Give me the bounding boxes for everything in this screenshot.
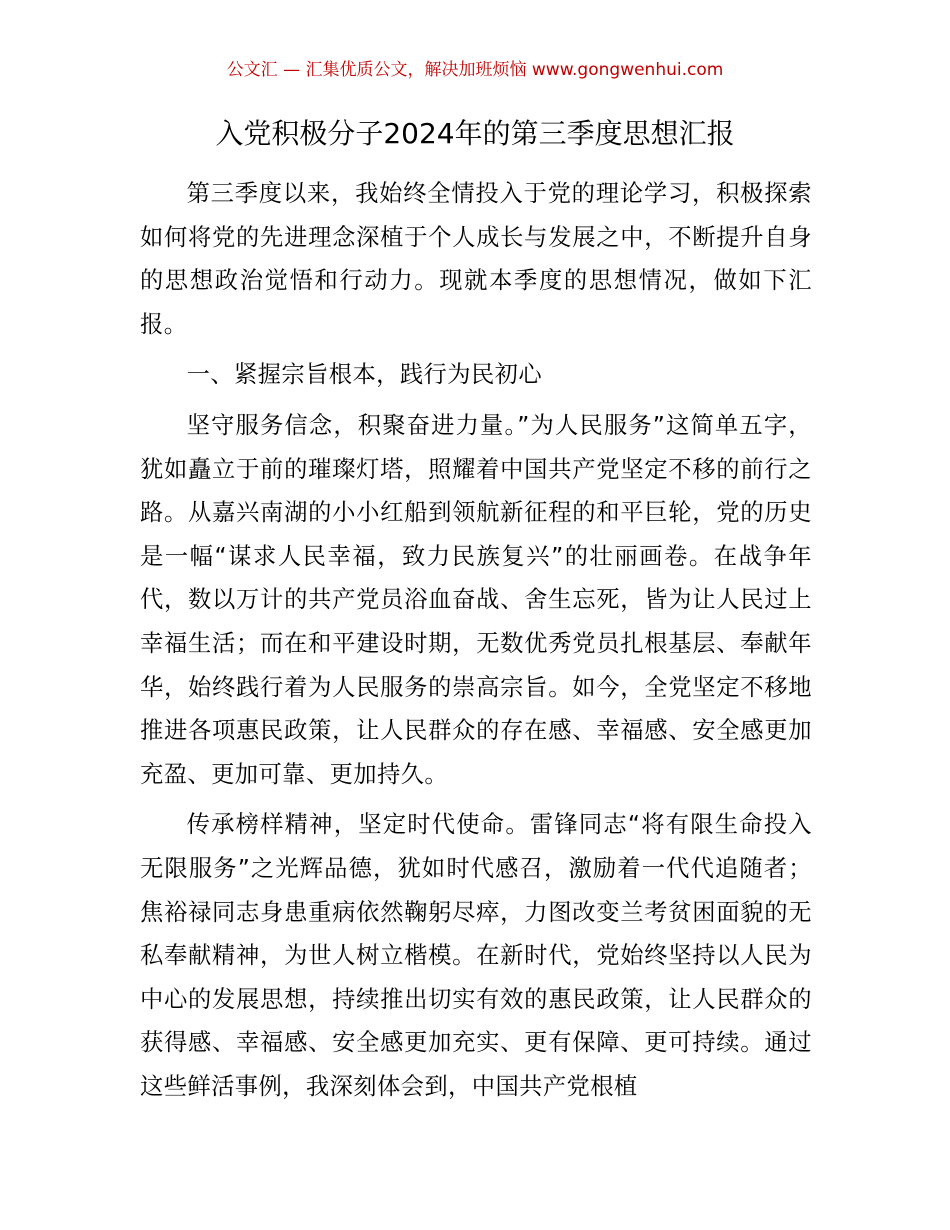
site-banner: 公文汇 — 汇集优质公文，解决加班烦恼 www.gongwenhui.com <box>226 60 724 80</box>
intro-paragraph: 第三季度以来，我始终全情投入于党的理论学习，积极探索如何将党的先进理念深植于个人成长与发展之中，不断提升自身的思想政治觉悟和行动力。现就本季度的思想情况，做如下汇报。 <box>140 180 812 338</box>
section-heading: 一、紧握宗旨根本，践行为民初心 <box>186 361 543 389</box>
body-paragraph: 坚守服务信念，积聚奋进力量。”为人民服务”这简单五字，犹如矗立于前的璀璨灯塔，照耀着中国共产党坚定不移的前行之路。从嘉兴南湖的小小红船到领航新征程的和平巨轮，党的历史是一幅“谋求人民幸福，致力民族复兴”的壮丽画卷。在战争年代，数以万计的共产党员浴血奋战、舍生忘死，皆为让人民过上幸福生活；而在和平建设时期，无数优秀党员扎根基层、奉献年华，始终践行着为人民服务的崇高宗旨。如今，全党坚定不移地推进各项惠民政策，让人民群众的存在感、幸福感、安全感更加充盈、更加可靠、更加持久。 <box>140 411 812 788</box>
body-paragraph: 传承榜样精神，坚定时代使命。雷锋同志“将有限生命投入无限服务”之光辉品德，犹如时代感召，激励着一代代追随者；焦裕禄同志身患重病依然鞠躬尽瘁，力图改变兰考贫困面貌的无私奉献精神，为世人树立楷模。在新时代，党始终坚持以人民为中心的发展思想，持续推出切实有效的惠民政策，让人民群众的获得感、幸福感、安全感更加充实、更有保障、更可持续。通过这些鲜活事例，我深刻体会到，中国共产党根植 <box>140 811 812 1100</box>
document-body <box>140 172 812 1108</box>
document-title: 入党积极分子2024年的第三季度思想汇报 <box>215 117 735 150</box>
